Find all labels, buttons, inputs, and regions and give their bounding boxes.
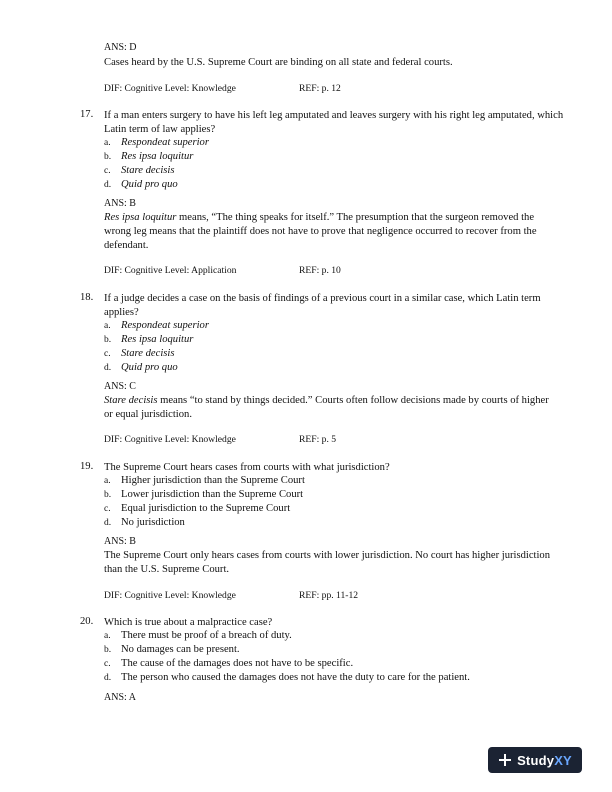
difficulty-label: DIF: Cognitive Level: Knowledge (104, 83, 236, 94)
rationale: The Supreme Court only hears cases from courts with lower jurisdiction. No court has higher jurisdiction than the U.S. Supreme Court. (104, 550, 551, 575)
choice-a: a. There must be proof of a breach of duty. (104, 630, 292, 641)
answer-line: ANS: A (104, 692, 136, 703)
question-stem: If a man enters surgery to have his left leg amputated and leaves surgery with his right leg amputated, which Latin term of law applies? (104, 110, 564, 135)
question-number: 18. (80, 292, 94, 303)
studyxy-logo[interactable] (488, 747, 582, 773)
question-number: 19. (80, 461, 94, 472)
choice-d: d. The person who caused the damages does not have the duty to care for the patient. (104, 672, 470, 683)
difficulty-line (104, 265, 341, 276)
choice-c: c. Equal jurisdiction to the Supreme Court (104, 503, 291, 514)
difficulty-line (104, 83, 341, 94)
choice-b: b. No damages can be present. (104, 644, 240, 655)
choice-a: a. Higher jurisdiction than the Supreme Court (104, 475, 305, 486)
difficulty-label: DIF: Cognitive Level: Knowledge (104, 590, 236, 601)
difficulty-label: DIF: Cognitive Level: Knowledge (104, 434, 236, 445)
difficulty-line (104, 590, 358, 601)
choice-a: a. Respondeat superior (104, 320, 209, 331)
plus-icon (498, 753, 512, 767)
answer-line: ANS: C (104, 381, 136, 392)
choice-b: b. Res ipsa loquitur (104, 334, 194, 345)
choice-d: d. Quid pro quo (104, 362, 178, 373)
question-stem: The Supreme Court hears cases from courts with what jurisdiction? (104, 462, 390, 473)
reference-label: REF: pp. 11-12 (299, 590, 359, 601)
choice-d: d. No jurisdiction (104, 517, 185, 528)
choice-c: c. Stare decisis (104, 348, 175, 359)
question-number: 17. (80, 109, 94, 120)
difficulty-label: DIF: Cognitive Level: Application (104, 265, 237, 276)
logo-text: StudyXY (517, 752, 572, 768)
choice-c: c. The cause of the damages does not have to be specific. (104, 658, 354, 669)
question-stem: If a judge decides a case on the basis of findings of a previous court in a similar case, which Latin term applies? (104, 293, 541, 318)
choice-b: b. Lower jurisdiction than the Supreme Court (104, 489, 304, 500)
choice-b: b. Res ipsa loquitur (104, 151, 194, 162)
reference-label: REF: p. 10 (299, 265, 341, 276)
question-number: 20. (80, 616, 94, 627)
rationale: Res ipsa loquitur means, “The thing speaks for itself.” The presumption that the surgeon removed the wrong leg means that the plaintiff does not have to prove that negligence occurred to recover from the defendant. (104, 212, 537, 251)
choice-c: c. Stare decisis (104, 165, 175, 176)
reference-label: REF: p. 12 (299, 83, 341, 94)
choice-d: d. Quid pro quo (104, 179, 178, 190)
answer-line: ANS: B (104, 536, 136, 547)
difficulty-line (104, 434, 336, 445)
rationale: Cases heard by the U.S. Supreme Court are binding on all state and federal courts. (104, 57, 453, 68)
reference-label: REF: p. 5 (299, 434, 337, 445)
choice-a: a. Respondeat superior (104, 137, 209, 148)
answer-line: ANS: D (104, 42, 137, 53)
answer-line: ANS: B (104, 198, 136, 209)
rationale: Stare decisis means “to stand by things decided.” Courts often follow decisions made by courts of higher or equal jurisdiction. (104, 395, 549, 420)
question-stem: Which is true about a malpractice case? (104, 617, 273, 628)
